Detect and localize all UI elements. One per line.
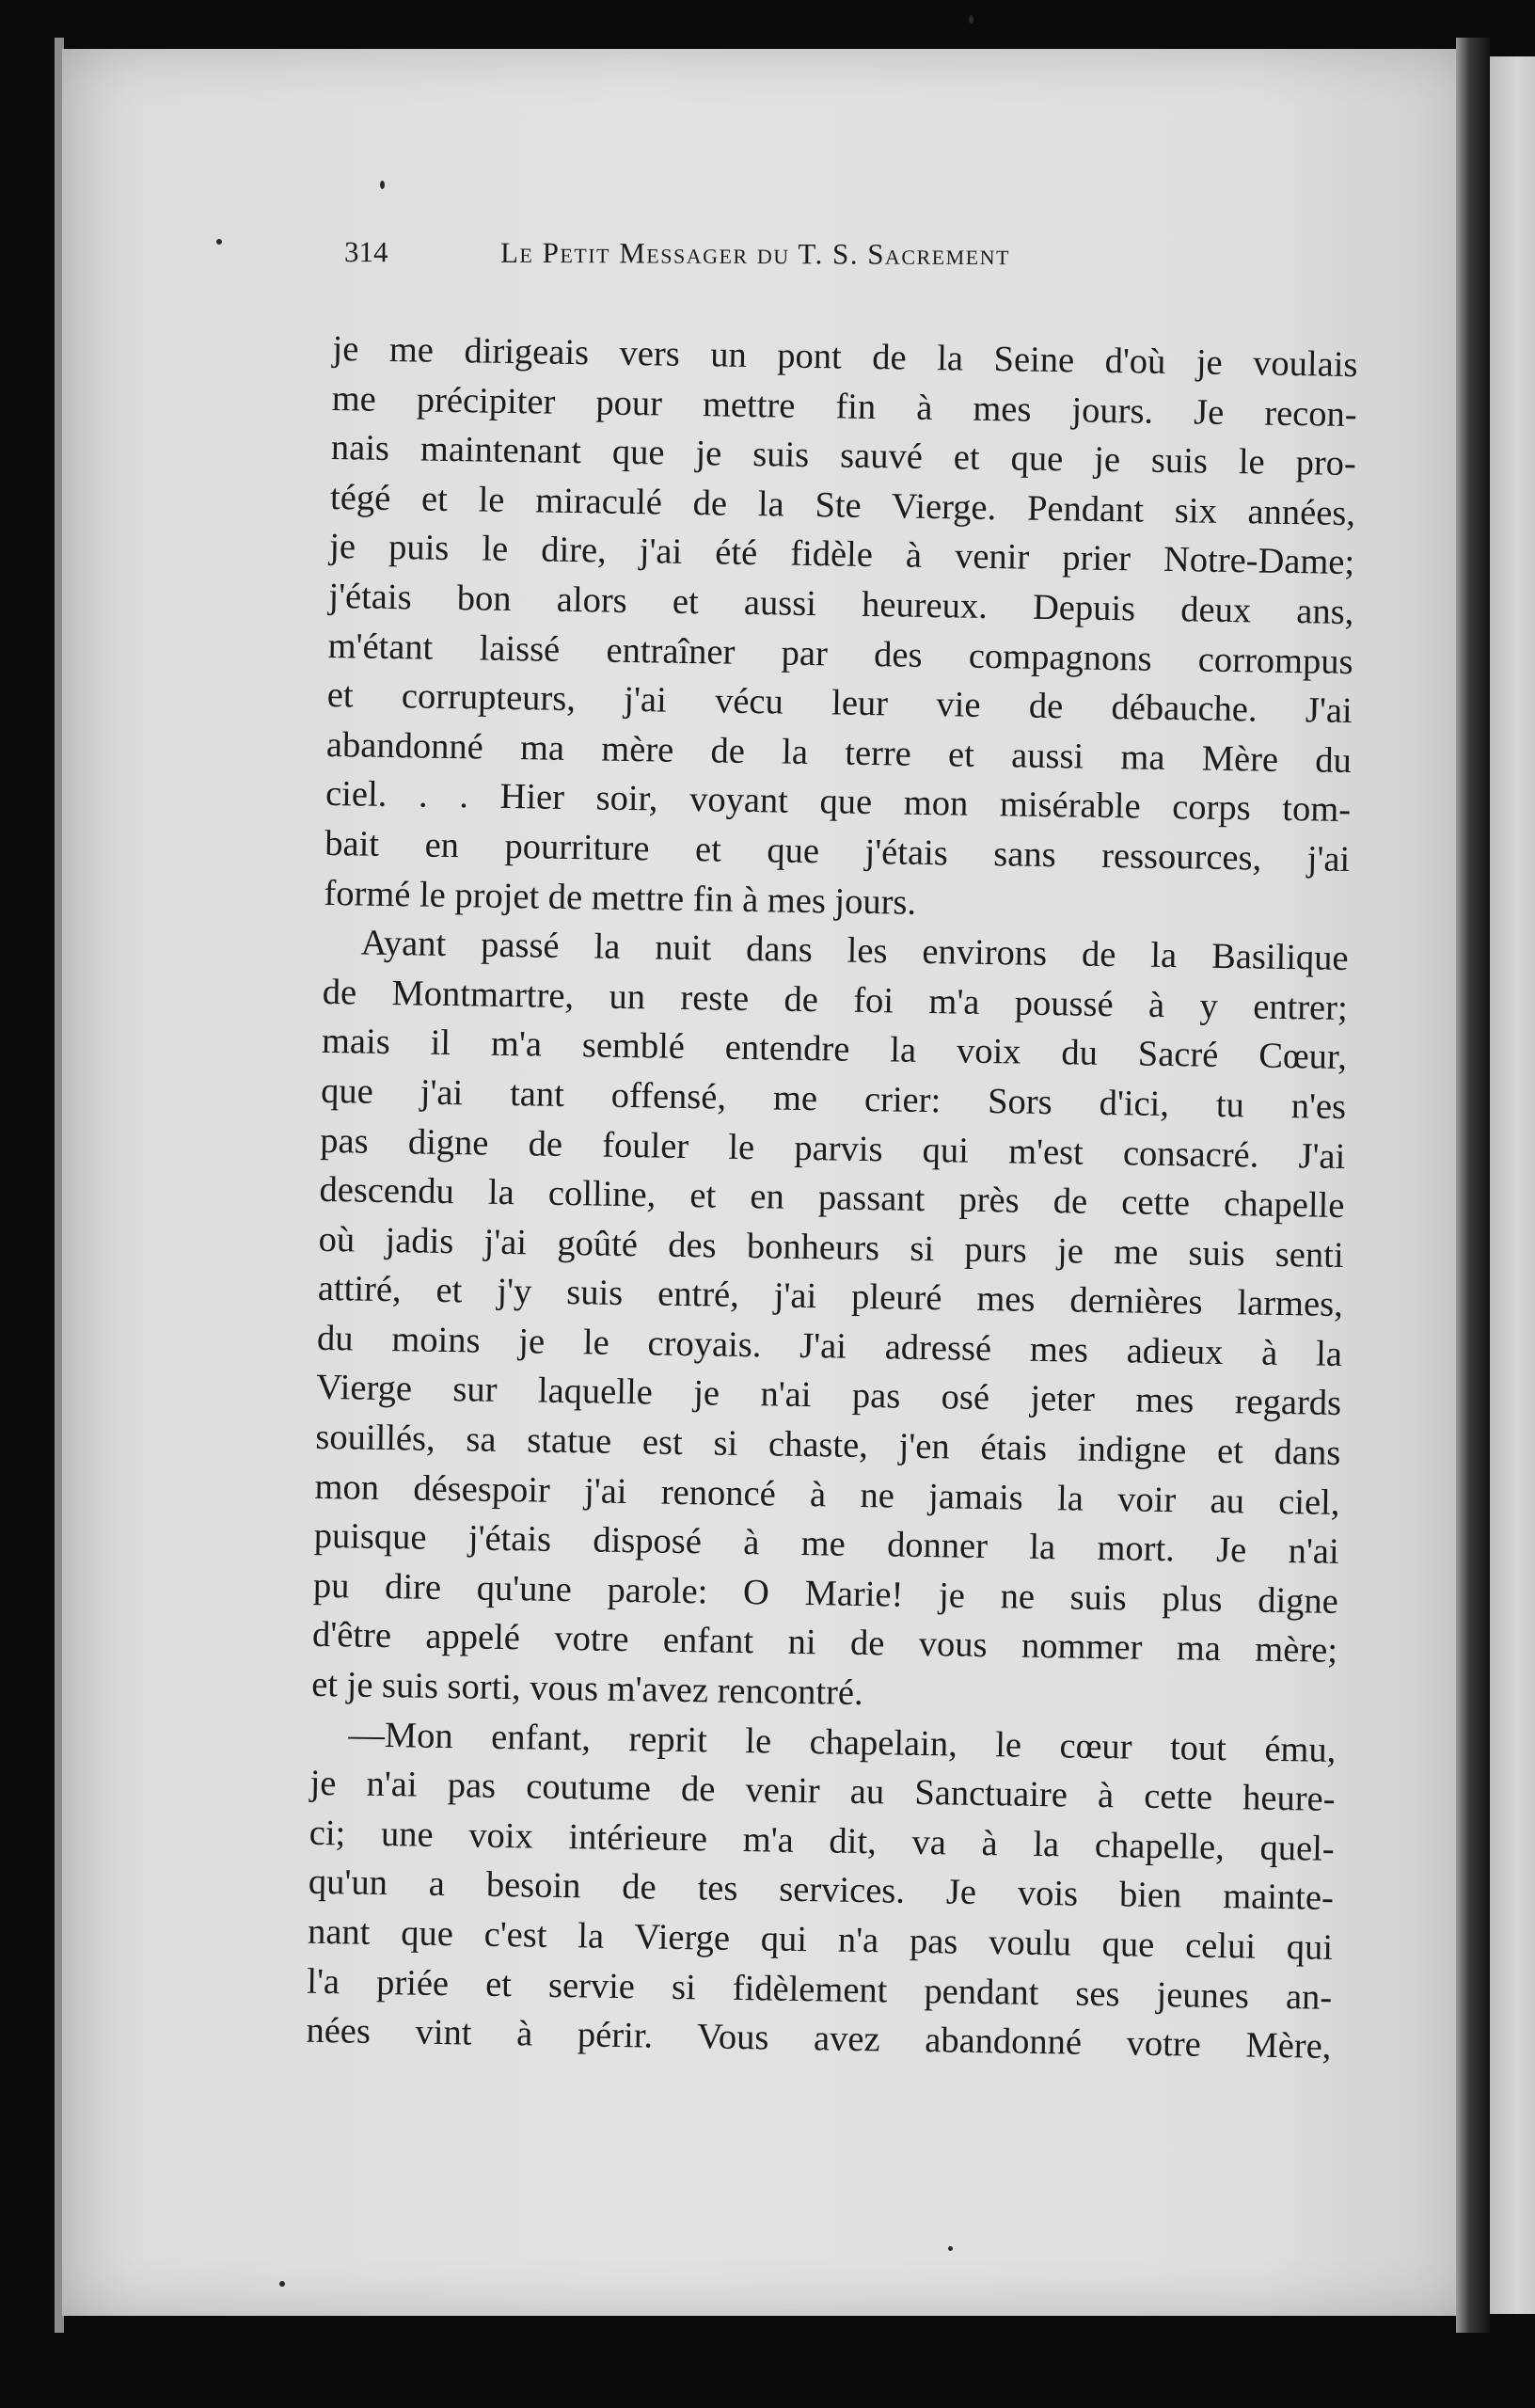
dust-speck xyxy=(216,239,222,245)
text-line: descendu la colline, et en passant près de cette chapelle xyxy=(319,1169,1345,1227)
text-line: mais il m'a semblé entendre la voix du Sacré Cœur, xyxy=(321,1022,1348,1078)
text-line: nant que c'est la Vierge qui n'a pas voulu que celui qui xyxy=(307,1911,1334,1968)
paragraph-start-line: Ayant passé la nuit dans les environs de la Basilique xyxy=(360,923,1349,979)
paragraph-start-line: —Mon enfant, reprit le chapelain, le cœur tout ému, xyxy=(348,1715,1337,1770)
text-line: j'étais bon alors et aussi heureux. Depuis deux ans, xyxy=(328,576,1354,633)
binding-gutter xyxy=(1456,38,1490,2333)
body-text xyxy=(306,325,1358,2072)
text-line: Vierge sur laquelle je n'ai pas osé jeter mes regards xyxy=(315,1368,1342,1424)
text-line: puisque j'étais disposé à me donner la mort. Je n'ai xyxy=(313,1516,1339,1573)
text-line: où jadis j'ai goûté des bonheurs si purs je me suis senti xyxy=(318,1219,1344,1275)
text-line: abandonné ma mère de la terre et aussi ma Mère du xyxy=(325,724,1353,781)
text-line: l'a priée et servie si fidèlement pendant ses jeunes an- xyxy=(307,1961,1333,2018)
text-line: bait en pourriture et que j'étais sans ressources, j'ai xyxy=(324,823,1351,879)
text-line: pu dire qu'une parole: O Marie! je ne suis plus digne xyxy=(312,1565,1339,1622)
text-line: qu'un a besoin de tes services. Je vois bien mainte- xyxy=(308,1862,1335,1919)
text-line: de Montmartre, un reste de foi m'a poussé à y entrer; xyxy=(322,972,1349,1028)
text-line: ci; une voix intérieure m'a dit, va à la chapelle, quel- xyxy=(309,1813,1336,1869)
text-line: je me dirigeais vers un pont de la Seine d'où je voulais xyxy=(332,328,1358,386)
text-line: tégé et le miraculé de la Ste Vierge. Pendant six années, xyxy=(329,477,1356,533)
text-line: du moins je le croyais. J'ai adressé mes adieux à la xyxy=(316,1318,1343,1374)
paragraph-end-line: formé le projet de mettre fin à mes jours. xyxy=(324,873,917,923)
text-line: mon désespoir j'ai renoncé à ne jamais la voir au ciel, xyxy=(314,1466,1340,1523)
dust-speck xyxy=(279,2281,285,2287)
text-line: je n'ai pas coutume de venir au Sanctuaire à cette heure- xyxy=(309,1764,1336,1820)
text-line: d'être appelé votre enfant ni de vous nommer ma mère; xyxy=(311,1615,1338,1671)
text-line: attiré, et j'y suis entré, j'ai pleuré mes dernières larmes, xyxy=(317,1269,1344,1325)
text-line: nées vint à périr. Vous avez abandonné votre Mère, xyxy=(306,2010,1332,2067)
running-title: Le Petit Messager du T. S. Sacrement xyxy=(499,235,1011,272)
text-line: que j'ai tant offensé, me crier: Sors d'ici, tu n'es xyxy=(320,1070,1347,1127)
text-line: me précipiter pour mettre fin à mes jours. Je recon- xyxy=(331,378,1357,435)
dust-speck xyxy=(969,15,973,24)
page-number: 314 xyxy=(343,235,388,269)
text-line: et corrupteurs, j'ai vécu leur vie de débauche. J'ai xyxy=(326,675,1353,732)
dust-speck xyxy=(380,181,385,189)
page-header xyxy=(282,235,1223,284)
text-line: nais maintenant que je suis sauvé et que je suis le pro- xyxy=(330,428,1357,484)
text-line: m'étant laissé entraîner par des compagnons corrompus xyxy=(327,626,1353,682)
text-line: souillés, sa statue est si chaste, j'en étais indigne et dans xyxy=(315,1417,1341,1474)
text-line: je puis le dire, j'ai été fidèle à venir prier Notre-Dame; xyxy=(328,527,1355,583)
facing-page-edge xyxy=(1490,56,1535,2314)
paragraph-end-line: et je suis sorti, vous m'avez rencontré. xyxy=(310,1664,863,1714)
text-line: pas digne de fouler le parvis qui m'est consacré. J'ai xyxy=(320,1120,1346,1177)
dust-speck xyxy=(948,2246,953,2251)
text-line: ciel. . . Hier soir, voyant que mon misérable corps tom- xyxy=(324,774,1352,831)
